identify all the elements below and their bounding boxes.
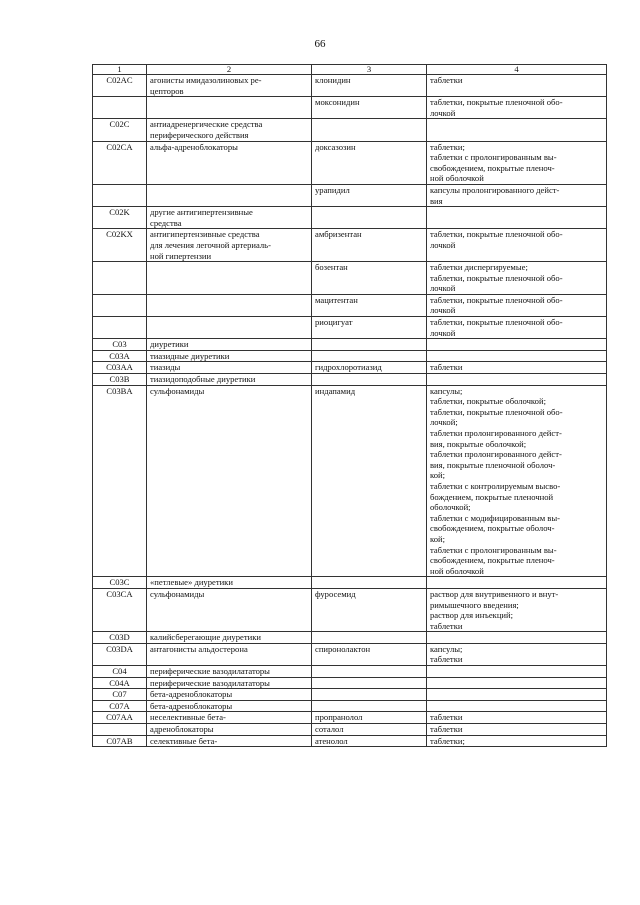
dosage-form-cell (427, 207, 607, 229)
drug-name-cell (312, 577, 427, 589)
atc-code-cell: C03DA (93, 643, 147, 665)
atc-code-cell: C02CA (93, 141, 147, 184)
atc-code-cell: C04A (93, 677, 147, 689)
group-name-cell: диуретики (147, 339, 312, 351)
drug-name-cell (312, 339, 427, 351)
group-name-cell: тиазиды (147, 362, 312, 374)
dosage-form-cell: капсулы; таблетки, покрытые оболочкой; таблетки, покрытые пленочной обо- лочкой; таблетки пролонгированного дейст- вия, покрытые оболочкой; таблетки пролонгированного дейст- вия, покрытые пленочной оболоч- кой; таблетки с контролируемым высво- бождением, покрытые пленочной оболочкой; таблетки с модифицированным вы- свобождением, покрытые оболоч- кой; таблетки с пролонгированным вы- свобождением, покрытые пленоч- ной оболочкой (427, 385, 607, 577)
drug-name-cell: амбризентан (312, 229, 427, 262)
table-header-row (93, 65, 607, 75)
table-row (93, 97, 607, 119)
drug-name-cell: моксонидин (312, 97, 427, 119)
group-name-cell: тиазидоподобные диуретики (147, 374, 312, 386)
dosage-form-cell: таблетки, покрытые пленочной обо- лочкой (427, 317, 607, 339)
atc-code-cell: C03D (93, 632, 147, 644)
atc-code-cell: C02K (93, 207, 147, 229)
dosage-form-cell: таблетки; (427, 735, 607, 747)
dosage-form-cell (427, 666, 607, 678)
table-row (93, 666, 607, 678)
table-row (93, 385, 607, 577)
drug-name-cell: доксазозин (312, 141, 427, 184)
atc-code-cell: C03CA (93, 588, 147, 631)
drug-name-cell (312, 700, 427, 712)
atc-code-cell: C03C (93, 577, 147, 589)
atc-code-cell: C07AA (93, 712, 147, 724)
table-row (93, 339, 607, 351)
group-name-cell: неселективные бета- (147, 712, 312, 724)
atc-code-cell: C02C (93, 119, 147, 141)
group-name-cell: альфа-адреноблокаторы (147, 141, 312, 184)
group-name-cell: сульфонамиды (147, 588, 312, 631)
atc-code-cell: C03AA (93, 362, 147, 374)
drug-name-cell (312, 374, 427, 386)
drug-name-cell (312, 666, 427, 678)
table-row (93, 184, 607, 206)
column-header: 3 (312, 65, 427, 75)
atc-code-cell (93, 184, 147, 206)
dosage-form-cell: таблетки, покрытые пленочной обо- лочкой (427, 229, 607, 262)
dosage-form-cell (427, 677, 607, 689)
drug-name-cell: гидрохлоротиазид (312, 362, 427, 374)
dosage-form-cell (427, 689, 607, 701)
table-row (93, 119, 607, 141)
atc-code-cell (93, 724, 147, 736)
drug-name-cell: урапидил (312, 184, 427, 206)
atc-code-cell: C03A (93, 350, 147, 362)
atc-code-cell: C02KX (93, 229, 147, 262)
drug-name-cell (312, 689, 427, 701)
atc-code-cell (93, 317, 147, 339)
drug-name-cell: пропранолол (312, 712, 427, 724)
table-row (93, 577, 607, 589)
table-row (93, 712, 607, 724)
atc-code-cell (93, 262, 147, 295)
group-name-cell (147, 317, 312, 339)
drug-name-cell: клонидин (312, 75, 427, 97)
drug-name-cell: атенолол (312, 735, 427, 747)
dosage-form-cell: таблетки (427, 724, 607, 736)
drug-name-cell (312, 632, 427, 644)
drug-name-cell (312, 119, 427, 141)
group-name-cell (147, 184, 312, 206)
dosage-form-cell: таблетки (427, 712, 607, 724)
atc-code-cell: C07A (93, 700, 147, 712)
drug-name-cell: соталол (312, 724, 427, 736)
dosage-form-cell (427, 339, 607, 351)
atc-code-cell: C04 (93, 666, 147, 678)
group-name-cell: антигипертензивные средства для лечения легочной артериаль- ной гипертензии (147, 229, 312, 262)
table-row (93, 362, 607, 374)
group-name-cell: периферические вазодилататоры (147, 666, 312, 678)
dosage-form-cell: таблетки (427, 362, 607, 374)
group-name-cell: калийсберегающие диуретики (147, 632, 312, 644)
group-name-cell: другие антигипертензивные средства (147, 207, 312, 229)
table-row (93, 588, 607, 631)
dosage-form-cell: таблетки, покрытые пленочной обо- лочкой (427, 97, 607, 119)
dosage-form-cell (427, 374, 607, 386)
table-row (93, 735, 607, 747)
table-row (93, 374, 607, 386)
dosage-form-cell: таблетки, покрытые пленочной обо- лочкой (427, 294, 607, 316)
table-row (93, 229, 607, 262)
table-row (93, 350, 607, 362)
atc-code-cell (93, 294, 147, 316)
dosage-form-cell: таблетки; таблетки с пролонгированным вы- свобождением, покрытые пленоч- ной оболочкой (427, 141, 607, 184)
atc-code-cell: C07 (93, 689, 147, 701)
table-row (93, 677, 607, 689)
group-name-cell: агонисты имидазолиновых ре- цепторов (147, 75, 312, 97)
group-name-cell (147, 294, 312, 316)
group-name-cell: периферические вазодилататоры (147, 677, 312, 689)
drug-name-cell (312, 207, 427, 229)
group-name-cell: бета-адреноблокаторы (147, 689, 312, 701)
drug-name-cell (312, 350, 427, 362)
table-row (93, 643, 607, 665)
group-name-cell: селективные бета- (147, 735, 312, 747)
group-name-cell: тиазидные диуретики (147, 350, 312, 362)
group-name-cell (147, 97, 312, 119)
dosage-form-cell (427, 577, 607, 589)
dosage-form-cell: таблетки диспергируемые; таблетки, покрытые пленочной обо- лочкой (427, 262, 607, 295)
drug-name-cell (312, 677, 427, 689)
group-name-cell: адреноблокаторы (147, 724, 312, 736)
group-name-cell: «петлевые» диуретики (147, 577, 312, 589)
drug-name-cell: риоцигуат (312, 317, 427, 339)
table-row (93, 689, 607, 701)
dosage-form-cell: раствор для внутривенного и внут- римышечного введения; раствор для инъекций; таблетки (427, 588, 607, 631)
page-number: 66 (314, 38, 326, 50)
drug-name-cell: спиронолактон (312, 643, 427, 665)
column-header: 4 (427, 65, 607, 75)
atc-code-cell: C03B (93, 374, 147, 386)
dosage-form-cell: таблетки (427, 75, 607, 97)
drug-name-cell: фуросемид (312, 588, 427, 631)
dosage-form-cell (427, 350, 607, 362)
table-row (93, 207, 607, 229)
dosage-form-cell (427, 119, 607, 141)
group-name-cell: сульфонамиды (147, 385, 312, 577)
drug-name-cell: индапамид (312, 385, 427, 577)
dosage-form-cell (427, 700, 607, 712)
table-row (93, 141, 607, 184)
atc-code-cell: C07AB (93, 735, 147, 747)
atc-code-cell (93, 97, 147, 119)
dosage-form-cell (427, 632, 607, 644)
group-name-cell (147, 262, 312, 295)
atc-code-cell: C03BA (93, 385, 147, 577)
dosage-form-cell: капсулы пролонгированного дейст- вия (427, 184, 607, 206)
drug-table (92, 64, 607, 747)
table-row (93, 632, 607, 644)
group-name-cell: антагонисты альдостерона (147, 643, 312, 665)
group-name-cell: бета-адреноблокаторы (147, 700, 312, 712)
table-row (93, 294, 607, 316)
dosage-form-cell: капсулы; таблетки (427, 643, 607, 665)
drug-name-cell: бозентан (312, 262, 427, 295)
atc-code-cell: C02AC (93, 75, 147, 97)
table-row (93, 317, 607, 339)
column-header: 1 (93, 65, 147, 75)
table-row (93, 262, 607, 295)
table-row (93, 700, 607, 712)
table-body (93, 75, 607, 747)
group-name-cell: антиадренергические средства периферического действия (147, 119, 312, 141)
table-row (93, 75, 607, 97)
table-row (93, 724, 607, 736)
column-header: 2 (147, 65, 312, 75)
atc-code-cell: C03 (93, 339, 147, 351)
drug-name-cell: мацитентан (312, 294, 427, 316)
